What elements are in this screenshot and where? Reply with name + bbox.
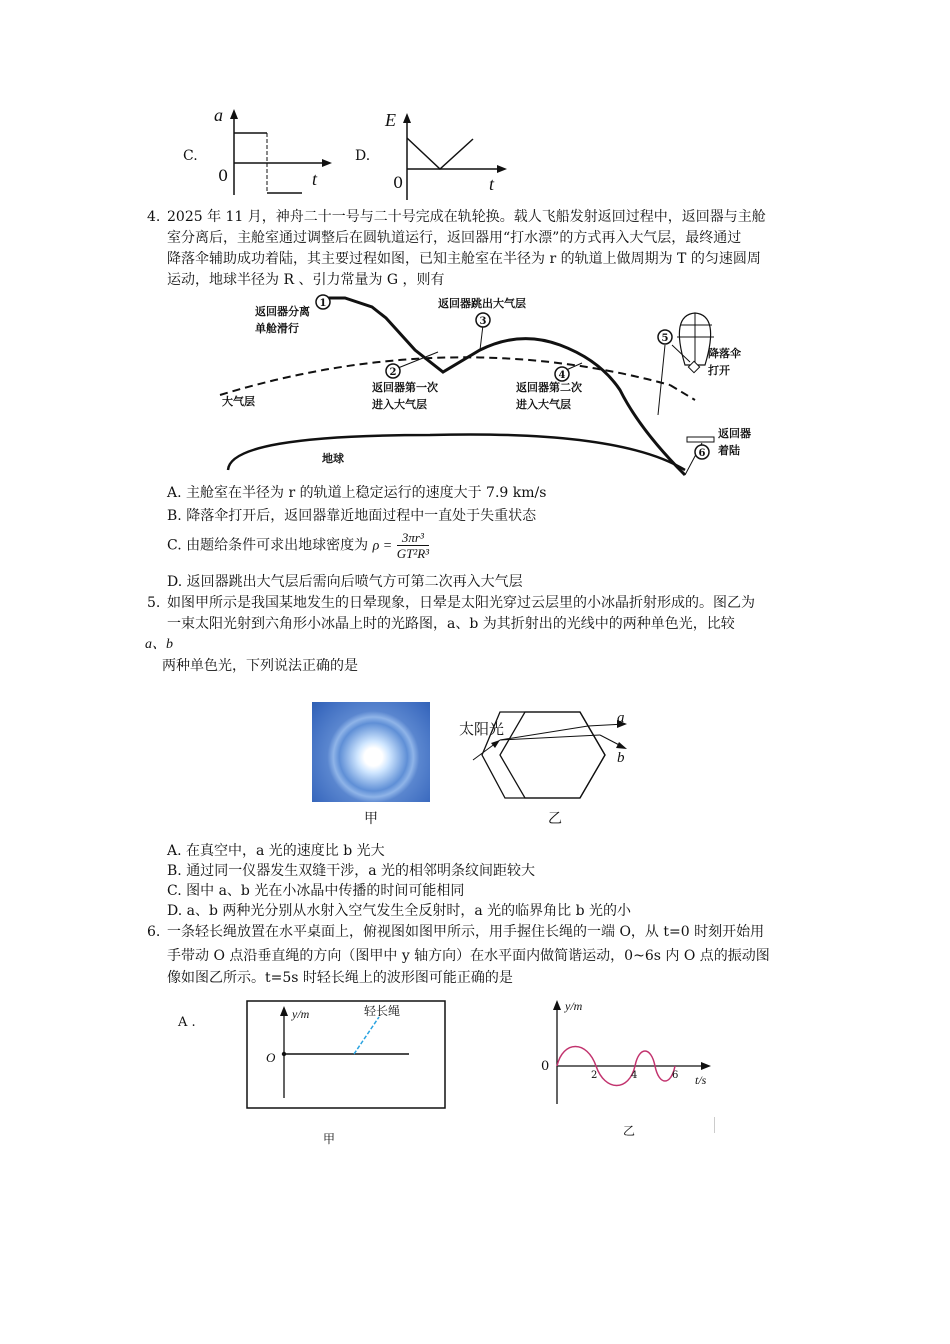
q5-text-line: a、b <box>145 637 173 652</box>
axis-label: a <box>214 105 223 125</box>
question-number: 6. <box>147 924 161 940</box>
q3-option-c-label: C. <box>183 148 198 164</box>
q3-option-d-graph <box>385 108 515 203</box>
q4-text-line: 运动，地球半径为 R 、引力常量为 G ，则有 <box>167 272 445 288</box>
divider <box>714 1117 715 1133</box>
rope-top-view-figure <box>246 1000 446 1110</box>
step-number: 3 <box>479 316 487 327</box>
axis-label: y/m <box>565 999 583 1013</box>
question-number: 4. <box>147 209 161 225</box>
diagram-label: 返回器 <box>718 427 751 440</box>
axis-label: E <box>385 110 396 130</box>
origin-label: O <box>266 1050 276 1065</box>
vibration-graph <box>535 996 725 1106</box>
q5-option-a[interactable]: A. 在真空中，a 光的速度比 b 光大 <box>167 843 385 859</box>
q5-option-c[interactable]: C. 图中 a、b 光在小冰晶中传播的时间可能相同 <box>167 883 465 899</box>
step-number: 4 <box>558 370 566 381</box>
q4-option-b[interactable]: B. 降落伞打开后，返回器靠近地面过程中一直处于失重状态 <box>167 508 537 524</box>
figure-caption: 甲 <box>364 811 378 827</box>
q6-text-line: 手带动 O 点沿垂直绳的方向（图甲中 y 轴方向）在水平面内做简谐运动，0~6s 内 O 点的振动图 <box>167 948 770 964</box>
q5-text-line: 两种单色光，下列说法正确的是 <box>162 658 358 674</box>
step-number: 1 <box>319 298 327 309</box>
origin-label: 0 <box>541 1059 550 1074</box>
q6-text-line: 一条轻长绳放置在水平桌面上，俯视图如图甲所示，用手握住长绳的一端 O，从 t=0 时刻开始用 <box>167 924 765 940</box>
density-formula <box>397 530 429 561</box>
q4-option-a[interactable]: A. 主舱室在半径为 r 的轨道上稳定运行的速度大于 7.9 km/s <box>167 485 547 501</box>
step-number: 6 <box>698 448 706 459</box>
diagram-label: 降落伞 <box>708 347 741 360</box>
q4-option-c-text: C. 由题给条件可求出地球密度为 <box>167 537 369 554</box>
q4-option-d[interactable]: D. 返回器跳出大气层后需向后喷气方可第二次再入大气层 <box>167 574 523 590</box>
step-number: 2 <box>389 367 397 378</box>
q5-option-d[interactable]: D. a、b 两种光分别从水射入空气发生全反射时，a 光的临界角比 b 光的小 <box>167 903 632 919</box>
q3-option-d-label: D. <box>355 148 371 164</box>
earth-label: 地球 <box>322 452 344 465</box>
ray-b-label: b <box>617 750 625 766</box>
figure-caption: 甲 <box>323 1132 336 1146</box>
ray-a-label: a <box>617 710 625 726</box>
q4-option-c[interactable] <box>167 530 429 561</box>
tick-label: 6 <box>672 1070 679 1081</box>
diagram-label: 打开 <box>708 364 730 377</box>
tick-label: 2 <box>591 1070 598 1081</box>
axis-label: t <box>489 174 495 194</box>
diagram-label: 单舱滑行 <box>255 322 299 335</box>
figure-caption: 乙 <box>548 811 562 827</box>
q6-option-a-label[interactable]: A . <box>178 1015 196 1030</box>
q5-option-b[interactable]: B. 通过同一仪器发生双缝干涉，a 光的相邻明条纹间距较大 <box>167 863 535 879</box>
diagram-label: 返回器第二次 <box>516 381 582 394</box>
rho-symbol: ρ = <box>372 538 393 554</box>
sun-halo-photo <box>312 702 430 802</box>
reentry-diagram <box>200 285 780 485</box>
q5-text-line: 一束太阳光射到六角形小冰晶上时的光路图，a、b 为其折射出的光线中的两种单色光，比较 <box>167 616 735 632</box>
hexagon-crystal-diagram <box>455 700 645 810</box>
axis-label: t/s <box>695 1073 707 1087</box>
diagram-label: 返回器跳出大气层 <box>438 297 526 310</box>
diagram-label: 进入大气层 <box>372 398 427 411</box>
diagram-label: 着陆 <box>718 444 740 457</box>
sunlight-label: 太阳光 <box>459 720 505 738</box>
axis-label: t <box>312 169 318 189</box>
q4-text-line: 室分离后，主舱室通过调整后在圆轨道运行，返回器用“打水漂”的方式再入大气层，最终通过 <box>167 230 742 246</box>
q5-text-line: 如图甲所示是我国某地发生的日晕现象，日晕是太阳光穿过云层里的小冰晶折射形成的。图乙为 <box>167 595 755 611</box>
tick-label: 4 <box>631 1070 638 1081</box>
rope-label: 轻长绳 <box>364 1004 401 1018</box>
formula-numerator: 3πr³ <box>401 530 424 545</box>
axis-label: y/m <box>292 1007 310 1021</box>
diagram-label: 返回器分离 <box>255 305 310 318</box>
q4-text-line: 2025 年 11 月，神舟二十一号与二十号完成在轨轮换。载人飞船发射返回过程中，返回器与主舱 <box>167 209 766 225</box>
origin-label: 0 <box>393 173 404 192</box>
step-number: 5 <box>661 333 669 344</box>
q6-text-line: 像如图乙所示。t=5s 时轻长绳上的波形图可能正确的是 <box>167 970 513 986</box>
origin-label: 0 <box>218 166 229 185</box>
q3-option-c-graph <box>210 105 340 200</box>
q4-text-line: 降落伞辅助成功着陆，其主要过程如图，已知主舱室在半径为 r 的轨道上做周期为 T 的匀速圆周 <box>167 251 761 267</box>
question-number: 5. <box>147 595 161 611</box>
formula-denominator: GT²R³ <box>396 546 430 561</box>
figure-caption: 乙 <box>623 1124 636 1138</box>
diagram-label: 返回器第一次 <box>372 381 438 394</box>
diagram-label: 进入大气层 <box>516 398 571 411</box>
atmosphere-label: 大气层 <box>222 395 255 408</box>
